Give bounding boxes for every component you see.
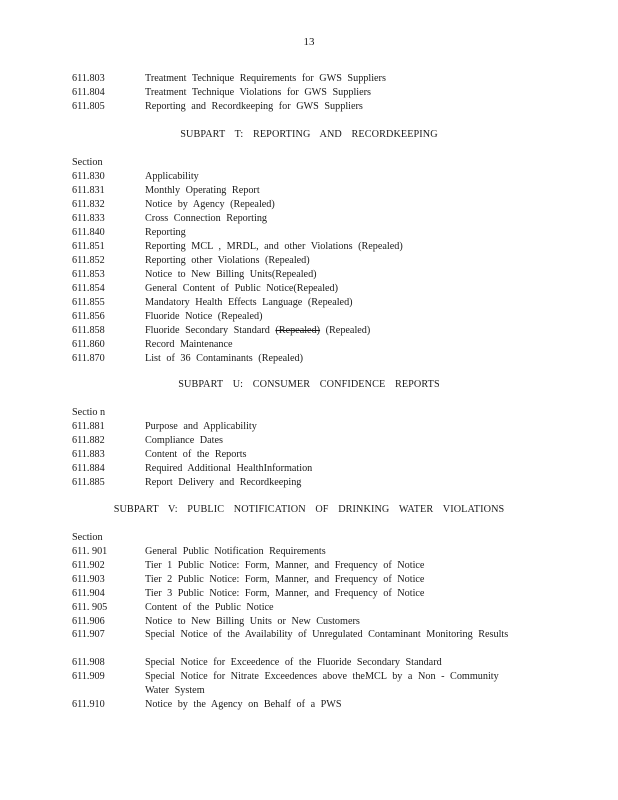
list-item bbox=[72, 212, 552, 226]
list-item bbox=[72, 338, 552, 352]
section-title: Content of the Reports bbox=[145, 449, 247, 460]
list-item bbox=[72, 198, 552, 212]
list-item bbox=[72, 184, 552, 198]
section-label: Section bbox=[72, 157, 103, 168]
list-item bbox=[72, 698, 552, 712]
section-number: 611.852 bbox=[72, 255, 105, 266]
section-number: 611.885 bbox=[72, 477, 105, 488]
list-item bbox=[72, 420, 552, 434]
list-item bbox=[72, 559, 552, 573]
section-number: 611.909 bbox=[72, 671, 105, 682]
list-item bbox=[72, 656, 552, 670]
list-item bbox=[72, 324, 552, 338]
section-number: 611. 901 bbox=[72, 546, 108, 557]
section-number: 611.883 bbox=[72, 449, 105, 460]
section-number: 611.840 bbox=[72, 227, 105, 238]
list-item bbox=[72, 615, 552, 629]
section-title: Content of the Public Notice bbox=[145, 602, 274, 613]
list-item bbox=[72, 448, 552, 462]
section-title: Applicability bbox=[145, 171, 199, 182]
list-item bbox=[72, 462, 552, 476]
subpart-u-heading: SUBPART U: CONSUMER CONFIDENCE REPORTS bbox=[178, 379, 440, 390]
section-number: 611.881 bbox=[72, 421, 105, 432]
section-title: General Content of Public Notice(Repealed) bbox=[145, 283, 339, 294]
list-item bbox=[72, 434, 552, 448]
section-number: 611.904 bbox=[72, 588, 105, 599]
section-title: Special Notice of the Availability of Unregulated Contaminant Monitoring Results bbox=[145, 629, 509, 640]
section-number: 611.906 bbox=[72, 616, 105, 627]
section-number: 611.910 bbox=[72, 699, 105, 710]
section-title: General Public Notification Requirements bbox=[145, 546, 326, 557]
section-number: 611.858 bbox=[72, 325, 105, 336]
section-number: 611. 905 bbox=[72, 602, 108, 613]
section-number: 611.882 bbox=[72, 435, 105, 446]
section-label: Section bbox=[72, 532, 103, 543]
section-number: 611.903 bbox=[72, 574, 105, 585]
section-title: Report Delivery and Recordkeeping bbox=[145, 477, 302, 488]
section-number: 611.860 bbox=[72, 339, 105, 350]
section-title: Required Additional HealthInformation bbox=[145, 463, 313, 474]
list-item bbox=[72, 86, 552, 100]
list-item bbox=[72, 545, 552, 559]
section-number: 611.832 bbox=[72, 199, 105, 210]
list-item bbox=[72, 628, 552, 656]
subpart-t-heading: SUBPART T: REPORTING AND RECORDKEEPING bbox=[180, 129, 438, 140]
list-item bbox=[72, 240, 552, 254]
section-number: 611.856 bbox=[72, 311, 105, 322]
section-title: Monthly Operating Report bbox=[145, 185, 260, 196]
section-title: Notice by the Agency on Behalf of a PWS bbox=[145, 699, 342, 710]
section-number: 611.851 bbox=[72, 241, 105, 252]
section-title: Treatment Technique Requirements for GWS Suppliers bbox=[145, 73, 386, 84]
section-title: Compliance Dates bbox=[145, 435, 223, 446]
section-title: Cross Connection Reporting bbox=[145, 213, 268, 224]
section-title-text: Fluoride Secondary Standard bbox=[145, 325, 270, 336]
section-title: Treatment Technique Violations for GWS Suppliers bbox=[145, 87, 371, 98]
list-item bbox=[72, 670, 552, 698]
section-title-suffix: (Repealed) bbox=[325, 325, 371, 336]
list-item bbox=[72, 226, 552, 240]
section-title: Tier 1 Public Notice: Form, Manner, and Frequency of Notice bbox=[145, 560, 425, 571]
list-item bbox=[72, 573, 552, 587]
section-number: 611.870 bbox=[72, 353, 105, 364]
section-label: Sectio n bbox=[72, 407, 106, 418]
section-title: List of 36 Contaminants (Repealed) bbox=[145, 353, 303, 364]
section-number: 611.853 bbox=[72, 269, 105, 280]
list-item bbox=[72, 601, 552, 615]
list-item bbox=[72, 268, 552, 282]
list-item bbox=[72, 170, 552, 184]
section-title: Reporting other Violations (Repealed) bbox=[145, 255, 310, 266]
list-item bbox=[72, 296, 552, 310]
section-title: Purpose and Applicability bbox=[145, 421, 257, 432]
section-title: Reporting and Recordkeeping for GWS Suppliers bbox=[145, 101, 363, 112]
list-item bbox=[72, 310, 552, 324]
section-number: 611.803 bbox=[72, 73, 105, 84]
section-title: Record Maintenance bbox=[145, 339, 233, 350]
section-number: 611.830 bbox=[72, 171, 105, 182]
section-title: Fluoride Notice (Repealed) bbox=[145, 311, 263, 322]
list-item bbox=[72, 476, 552, 490]
section-title: Reporting bbox=[145, 227, 186, 238]
page-number: 13 bbox=[303, 36, 315, 48]
section-number: 611.902 bbox=[72, 560, 105, 571]
section-title: Special Notice for Nitrate Exceedences above theMCL by a Non - Community Water System bbox=[145, 671, 499, 696]
list-item bbox=[72, 72, 552, 86]
section-title: Tier 3 Public Notice: Form, Manner, and Frequency of Notice bbox=[145, 588, 425, 599]
section-title bbox=[145, 324, 370, 338]
list-item bbox=[72, 587, 552, 601]
subpart-v-heading: SUBPART V: PUBLIC NOTIFICATION OF DRINKING WATER VIOLATIONS bbox=[113, 504, 505, 515]
struck-text: (Repealed) bbox=[275, 325, 321, 336]
list-item bbox=[72, 254, 552, 268]
section-title: Special Notice for Exceedence of the Fluoride Secondary Standard bbox=[145, 657, 442, 668]
section-title: Notice by Agency (Repealed) bbox=[145, 199, 275, 210]
list-item bbox=[72, 282, 552, 296]
section-number: 611.884 bbox=[72, 463, 105, 474]
section-title: Tier 2 Public Notice: Form, Manner, and Frequency of Notice bbox=[145, 574, 425, 585]
section-number: 611.907 bbox=[72, 629, 105, 640]
section-number: 611.805 bbox=[72, 101, 105, 112]
section-title: Notice to New Billing Units(Repealed) bbox=[145, 269, 317, 280]
section-title: Notice to New Billing Units or New Customers bbox=[145, 616, 360, 627]
section-number: 611.833 bbox=[72, 213, 105, 224]
list-item bbox=[72, 352, 552, 366]
section-number: 611.804 bbox=[72, 87, 105, 98]
section-title: Mandatory Health Effects Language (Repealed) bbox=[145, 297, 353, 308]
section-number: 611.855 bbox=[72, 297, 105, 308]
list-item bbox=[72, 100, 552, 114]
section-number: 611.831 bbox=[72, 185, 105, 196]
section-title: Reporting MCL , MRDL, and other Violations (Repealed) bbox=[145, 241, 403, 252]
section-number: 611.854 bbox=[72, 283, 105, 294]
section-number: 611.908 bbox=[72, 657, 105, 668]
